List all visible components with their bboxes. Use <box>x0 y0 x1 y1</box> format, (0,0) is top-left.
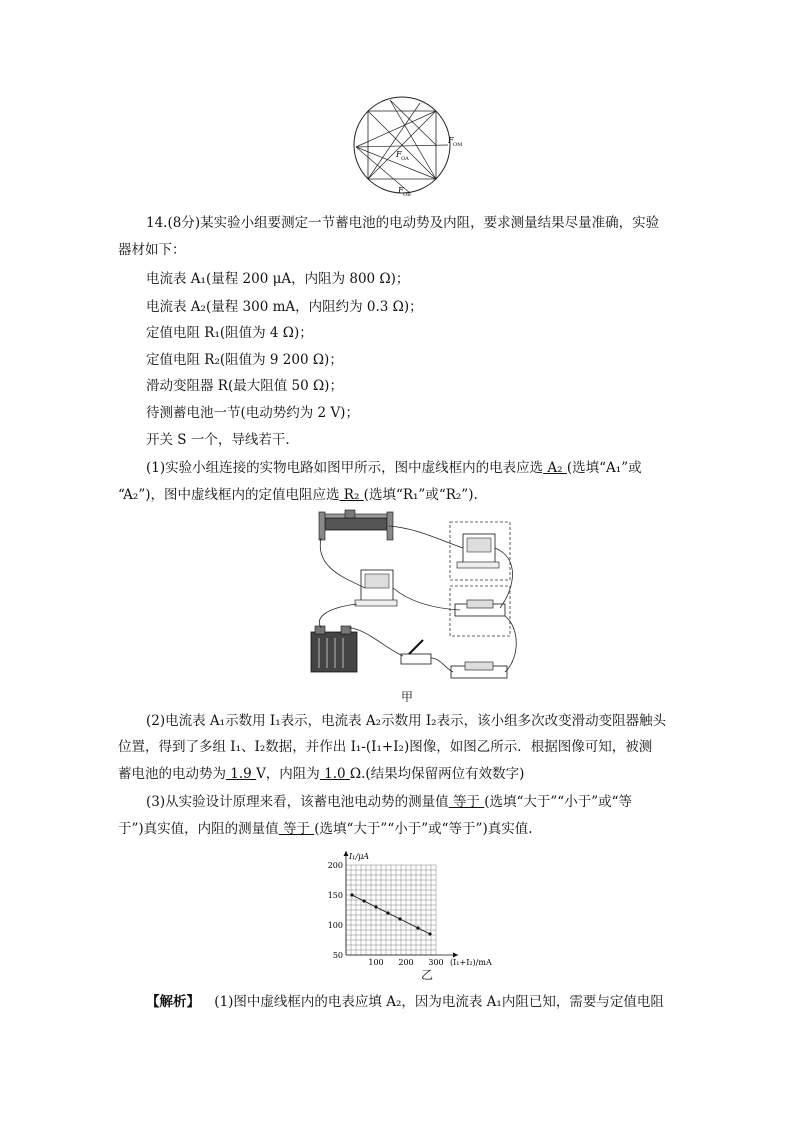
part3-line2 <box>118 820 533 838</box>
label-f-om: F <box>448 136 454 145</box>
data-point <box>362 899 365 902</box>
y-tick-label: 100 <box>327 921 343 930</box>
part1-line1 <box>146 459 642 477</box>
item-rheostat: 滑动变阻器 R(最大阻值 50 Ω)； <box>146 378 343 394</box>
x-tick-label: 300 <box>428 958 444 967</box>
part3-line1 <box>146 793 632 811</box>
part2-text-c3: Ω.(结果均保留两位有效数字) <box>349 766 525 782</box>
part1-text-d: (选填“R₁”或“R₂”). <box>363 487 478 503</box>
part1-answer-meter: A₂ <box>543 460 567 476</box>
part2-line1: (2)电流表 A₁示数用 I₁表示，电流表 A₂示数用 I₂表示，该小组多次改变滑动变阻器触头 <box>146 713 667 729</box>
chart-labels <box>328 852 492 967</box>
chart-axes <box>344 851 459 958</box>
item-ammeter-a1: 电流表 A₁(量程 200 μA，内阻为 800 Ω)； <box>146 271 410 287</box>
part2-answer-resistance: 1.0 <box>319 766 350 782</box>
part3-text-a1: (3)从实验设计原理来看，该蓄电池电动势的测量值 <box>146 794 449 810</box>
item-resistor-r2: 定值电阻 R₂(阻值为 9 200 Ω)； <box>146 352 343 368</box>
wire <box>320 538 365 588</box>
data-point <box>428 932 431 935</box>
label-f-ob: F <box>398 186 404 195</box>
resistor-box <box>455 600 505 616</box>
wire <box>319 604 357 628</box>
figure-caption-yi: 乙 <box>421 968 434 982</box>
switch <box>401 640 431 664</box>
resistor-bottom <box>451 662 507 678</box>
vector-line <box>368 103 420 179</box>
wire <box>389 526 463 548</box>
label-f-oa-sub: OA <box>401 156 409 162</box>
force-circle-figure <box>350 95 470 200</box>
y-tick-label: 200 <box>327 861 343 870</box>
ammeter-a1 <box>355 570 397 606</box>
chart-grid <box>346 865 436 955</box>
x-axis-arrow <box>453 953 458 958</box>
part1-answer-resistor: R₂ <box>339 487 364 503</box>
analysis-line <box>146 993 664 1011</box>
label-f-oa: F <box>396 150 402 159</box>
ammeter-a2 <box>457 534 499 568</box>
part3-text-a2: (选填“大于”“小于”或“等 <box>484 794 632 810</box>
data-point <box>374 905 377 908</box>
vector-line <box>390 100 436 145</box>
part2-text-c1: 蓄电池的电动势为 <box>118 766 226 782</box>
part1-line2 <box>118 486 478 504</box>
data-point <box>350 893 353 896</box>
q14-intro-2: 器材如下： <box>118 242 186 258</box>
part2-text-c2: V，内阻为 <box>256 766 320 782</box>
data-point <box>386 911 389 914</box>
part1-text-b: (选填“A₁”或 <box>566 460 642 476</box>
item-switch: 开关 S 一个，导线若干. <box>146 432 290 448</box>
y-tick-label: 50 <box>332 951 343 960</box>
rheostat <box>319 510 393 540</box>
part2-answer-emf: 1.9 <box>226 766 257 782</box>
part2-line3 <box>118 765 524 783</box>
part2-line2: 位置，得到了多组 I₁、I₂数据，并作出 I₁-(I₁+I₂)图像，如图乙所示．根据图像可知，被测 <box>118 739 653 755</box>
q14-intro-1: 14.(8分)某实验小组要测定一节蓄电池的电动势及内阻，要求测量结果尽量准确，实验 <box>146 215 660 231</box>
y-axis-arrow <box>344 851 349 856</box>
part3-answer-resistance: 等于 <box>278 821 315 837</box>
item-resistor-r1: 定值电阻 R₁(阻值为 4 Ω)； <box>146 325 313 341</box>
part1-text-c: “A₂”)，图中虚线框内的定值电阻应选 <box>118 487 340 503</box>
x-tick-label: 100 <box>368 958 384 967</box>
analysis-tag: 【解析】 <box>146 994 200 1010</box>
analysis-text: (1)图中虚线框内的电表应填 A₂，因为电流表 A₁内阻已知，需要与定值电阻 <box>214 994 664 1010</box>
wire <box>505 616 516 672</box>
label-f-ob-sub: OB <box>403 192 411 198</box>
part1-text-a: (1)实验小组连接的实物电路如图甲所示，图中虚线框内的电表应选 <box>146 460 544 476</box>
x-tick-label: 200 <box>398 958 414 967</box>
part3-text-b2: (选填“大于”“小于”或“等于”)真实值. <box>314 821 533 837</box>
label-f-om-sub: OM <box>453 142 463 148</box>
y-tick-label: 150 <box>327 891 343 900</box>
data-point <box>416 926 419 929</box>
data-point <box>398 917 401 920</box>
figure-caption-jia: 甲 <box>401 690 414 704</box>
item-ammeter-a2: 电流表 A₂(量程 300 mA，内阻约为 0.3 Ω)； <box>146 299 423 315</box>
item-battery: 待测蓄电池一节(电动势约为 2 V)； <box>146 405 359 421</box>
part3-answer-emf: 等于 <box>448 794 485 810</box>
battery <box>311 626 357 672</box>
part3-text-b1: 于”)真实值，内阻的测量值 <box>118 821 279 837</box>
wire <box>431 658 453 672</box>
circuit-figure <box>305 508 525 688</box>
y-axis-label: I₁/μA <box>349 852 370 861</box>
graph-yi <box>318 842 508 970</box>
x-axis-label: (I₁+I₂)/mA <box>450 958 492 967</box>
